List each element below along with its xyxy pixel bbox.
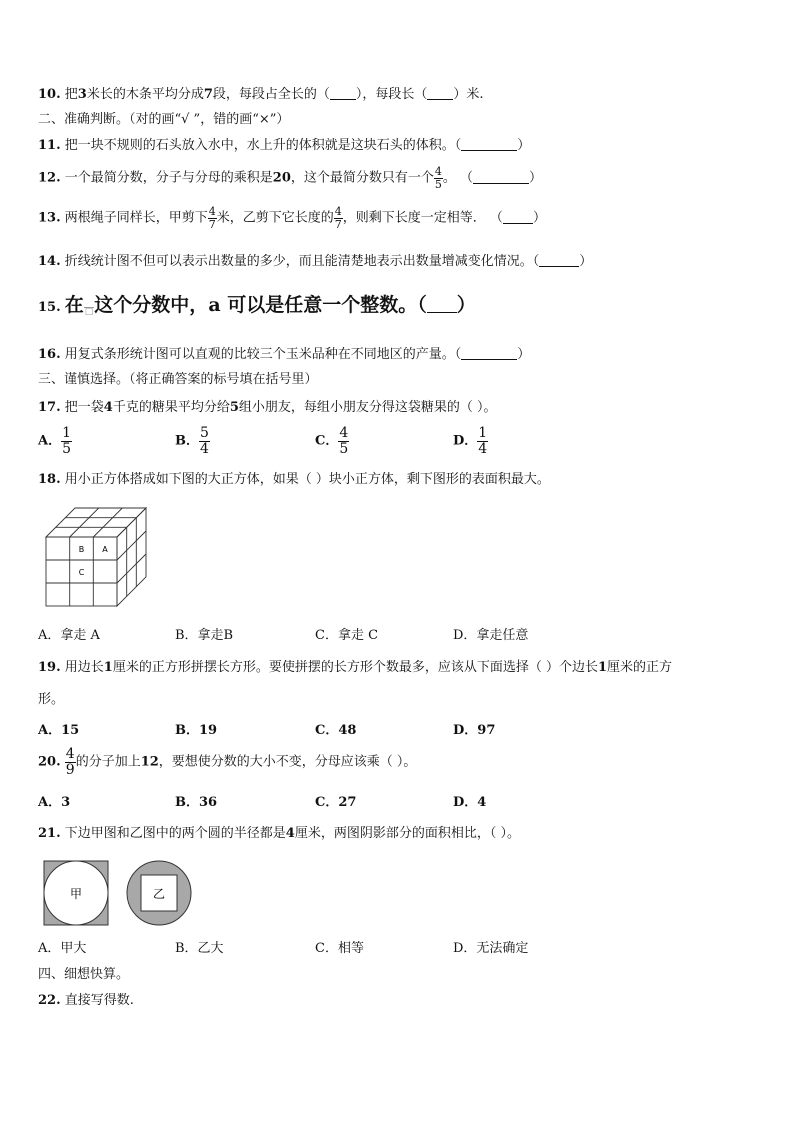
figure-jia [43, 860, 109, 926]
fraction [65, 747, 76, 777]
answer-blank[interactable] [461, 138, 517, 151]
q14-text: 折线统计图不但可以表示出数量的多少，而且能清楚地表示出数量增减变化情况。（ [64, 254, 540, 269]
q10-text: 米长的木条平均分成 [86, 87, 204, 102]
q15-text: 可以是任意一个整数。（ [220, 294, 427, 316]
option-a[interactable]: A．15 [38, 723, 80, 738]
label-jia: 甲 [69, 887, 83, 901]
question-number: 22. [38, 993, 61, 1008]
question-number: 20. [38, 754, 61, 770]
fraction [61, 426, 72, 456]
q10-number: 7 [203, 87, 213, 102]
q19-text: 厘米的正方形拼摆长方形。要使拼摆的长方形个数最多，应该从下面选择（ ）个边长 [112, 660, 598, 675]
question-18 [38, 468, 550, 487]
question-15 [38, 290, 476, 317]
question-10 [38, 83, 484, 102]
answer-blank[interactable] [427, 87, 453, 100]
option-a[interactable]: A．3 [38, 795, 71, 810]
q12-text: 一个最简分数，分子与分母的乘积是 [64, 170, 273, 186]
q10-number: 3 [77, 87, 87, 102]
option-label: A． [38, 433, 62, 449]
option-b[interactable]: B．乙大 [175, 941, 224, 956]
q16-text: ） [517, 347, 531, 362]
cube-label-b: B [78, 545, 85, 554]
q17-number: 5 [229, 400, 239, 415]
q19-number: 1 [597, 660, 608, 675]
q16-text: 用复式条形统计图可以直观的比较三个玉米品种在不同地区的产量。（ [64, 347, 462, 362]
fraction-placeholder: □ [84, 298, 95, 318]
numerator: 4 [434, 165, 442, 178]
q22-text: 直接写得数. [64, 993, 134, 1008]
question-16 [38, 343, 530, 362]
option-a[interactable]: A．甲大 [38, 941, 87, 956]
question-number: 18. [38, 472, 61, 487]
denominator: 9 [65, 761, 75, 778]
denominator: 5 [62, 440, 72, 457]
numerator: 1 [478, 425, 488, 441]
fraction [434, 166, 443, 190]
q17-text: 千克的糖果平均分给 [112, 400, 230, 415]
answer-blank[interactable] [461, 347, 517, 360]
q21-text: 厘米，两图阴影部分的面积相比，（ ）。 [294, 826, 520, 841]
denominator: 5 [434, 177, 442, 191]
option-b[interactable]: B．19 [175, 723, 218, 738]
question-22 [38, 989, 134, 1008]
answer-blank[interactable] [330, 87, 356, 100]
q20-text: ，要想使分数的大小不变，分母应该乘（ ）。 [158, 754, 417, 770]
q12-number: 20 [272, 170, 291, 186]
q18-text: 用小正方体搭成如下图的大正方体，如果（ ）块小正方体，剩下图形的表面积最大。 [64, 472, 550, 487]
q19-number: 1 [103, 660, 113, 675]
section-2-heading: 二、准确判断。（对的画“√ ”，错的画“×”） [38, 112, 290, 127]
denominator: 7 [334, 217, 342, 231]
q12-text: ） [529, 170, 543, 186]
question-17 [38, 396, 497, 415]
cube-label-c: C [78, 568, 85, 577]
q17-number: 4 [103, 400, 113, 415]
option-d[interactable]: D．无法确定 [453, 941, 529, 956]
question-21 [38, 822, 520, 841]
q13-text: ，则剩下长度一定相等． （ [342, 210, 503, 226]
option-c[interactable]: C．27 [315, 795, 357, 810]
fraction [334, 206, 343, 230]
numerator: 5 [200, 425, 209, 441]
denominator: 4 [478, 440, 488, 457]
question-number: 19. [38, 660, 61, 675]
option-a[interactable] [38, 426, 72, 456]
answer-blank[interactable] [473, 171, 529, 184]
question-number: 12. [38, 170, 61, 186]
q10-text: ），每段长（ [355, 87, 428, 102]
q20-number: 12 [140, 754, 159, 770]
question-number: 16. [38, 347, 61, 362]
q14-text: ） [579, 254, 593, 269]
numerator: 1 [62, 425, 72, 441]
question-12 [38, 166, 542, 190]
q11-text: ） [517, 138, 531, 153]
q13-text: ） [532, 210, 546, 226]
figure-yi [126, 860, 192, 926]
option-b[interactable]: B．36 [175, 795, 218, 810]
question-number: 10. [38, 87, 61, 102]
question-13 [38, 206, 546, 230]
option-label: B． [175, 433, 199, 449]
q10-text: ）米. [453, 87, 484, 102]
q15-text: 这个分数中， [94, 294, 209, 316]
option-d[interactable] [453, 426, 488, 456]
option-c[interactable]: C．48 [315, 723, 357, 738]
label-yi: 乙 [152, 887, 166, 901]
q15-variable: a [208, 294, 221, 316]
option-b[interactable] [175, 426, 210, 456]
section-3-heading: 三、谨慎选择。（将正确答案的标号填在括号里） [38, 372, 318, 387]
option-d[interactable]: D．97 [453, 723, 496, 738]
cube-label-a: A [102, 545, 108, 554]
question-number: 14. [38, 254, 61, 269]
question-11 [38, 134, 530, 153]
option-c[interactable]: C．拿走 C [315, 628, 379, 643]
option-label: D． [453, 433, 478, 449]
question-14 [38, 250, 592, 269]
fraction [199, 426, 210, 456]
option-c[interactable]: C．相等 [315, 941, 364, 956]
question-number: 17. [38, 400, 61, 415]
question-number: 15. [38, 300, 61, 315]
q10-text: 段，每段占全长的（ [212, 87, 330, 102]
question-number: 11. [38, 138, 61, 153]
q15-text: ） [456, 294, 476, 316]
q17-options [38, 420, 738, 460]
option-d[interactable]: D．拿走任意 [453, 628, 529, 643]
q17-text: 组小朋友，每组小朋友分得这袋糖果的（ ）。 [238, 400, 497, 415]
numerator: 4 [208, 205, 216, 218]
q21-options [38, 937, 738, 977]
question-19-continued: 形。 [38, 692, 65, 707]
numerator: 4 [65, 746, 75, 762]
q17-text: 把一袋 [64, 400, 104, 415]
question-number: 13. [38, 210, 61, 226]
q13-text: 两根绳子同样长，甲剪下 [64, 210, 208, 226]
numerator: 4 [334, 205, 342, 218]
q19-text: 用边长 [64, 660, 104, 675]
q15-text: 在 [64, 294, 84, 316]
fraction [208, 206, 217, 230]
q21-number: 4 [285, 826, 295, 841]
q11-text: 把一块不规则的石头放入水中，水上升的体积就是这块石头的体积。（ [64, 138, 462, 153]
q12-text: 。 （ [442, 170, 474, 186]
fraction [477, 426, 488, 456]
option-b[interactable]: B．拿走B [175, 628, 234, 643]
option-a[interactable]: A．拿走 A [38, 628, 100, 643]
q12-text: ，这个最简分数只有一个 [290, 170, 434, 186]
question-20 [38, 747, 416, 777]
q19-text: 厘米的正方 [607, 660, 673, 675]
q20-text: 的分子加上 [75, 754, 141, 770]
answer-blank[interactable] [503, 211, 533, 224]
q10-text: 把 [64, 87, 78, 102]
answer-blank[interactable] [427, 300, 457, 313]
question-number: 21. [38, 826, 61, 841]
denominator: 4 [200, 440, 209, 457]
fraction [338, 426, 349, 456]
option-c[interactable] [315, 426, 349, 456]
cube-figure [44, 506, 150, 608]
denominator: 5 [339, 440, 349, 457]
denominator: 7 [208, 217, 216, 231]
option-d[interactable]: D．4 [453, 795, 487, 810]
question-19 [38, 656, 672, 675]
q13-text: 米，乙剪下它长度的 [216, 210, 334, 226]
numerator: 4 [339, 425, 349, 441]
q21-text: 下边甲图和乙图中的两个圆的半径都是 [64, 826, 286, 841]
section-4-heading: 四、细想快算。 [38, 967, 130, 982]
option-label: C． [315, 433, 339, 449]
answer-blank[interactable] [539, 254, 579, 267]
